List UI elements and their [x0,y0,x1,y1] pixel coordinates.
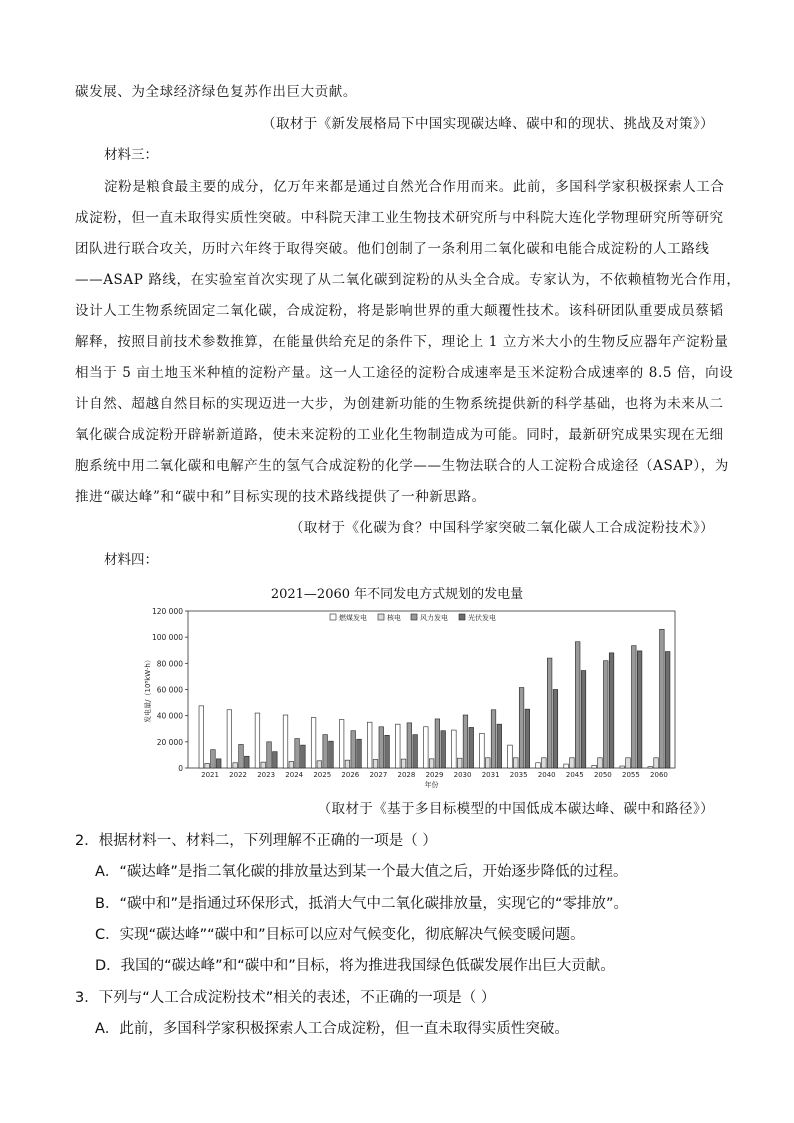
bar-核电 [401,759,406,768]
y-tick-label: 100 000 [151,633,183,643]
x-tick-label: 2021 [201,771,219,779]
bar-风力发电 [267,742,272,768]
material3-line: 计自然、超越自然目标的实现迈进一大步，为创建新功能的生物系统提供新的科学基础，也将为未来从二 [75,396,724,412]
bar-核电 [542,758,547,768]
legend-label: 燃煤发电 [339,614,367,622]
x-tick-label: 2029 [425,771,444,779]
x-tick-label: 2040 [537,771,556,779]
bar-核电 [513,758,518,768]
bar-燃煤发电 [508,745,513,768]
bar-核电 [345,760,350,768]
bar-燃煤发电 [564,764,569,768]
legend-label: 核电 [387,614,401,622]
bar-光伏发电 [497,724,502,768]
bar-燃煤发电 [283,715,288,768]
legend-label: 风力发电 [420,614,448,622]
x-tick-label: 2050 [593,771,612,779]
bar-风力发电 [603,661,608,768]
bar-燃煤发电 [648,767,653,768]
x-tick-label: 2028 [397,771,416,779]
y-tick-label: 120 000 [151,607,183,616]
bar-风力发电 [463,715,468,768]
bar-核电 [626,758,631,768]
legend-label: 光伏发电 [468,614,496,622]
bar-光伏发电 [413,735,418,768]
material3-line: 推进“碳达峰”和“碳中和”目标实现的技术路线提供了一种新思路。 [75,489,486,505]
material3-line: 相当于 5 亩土地玉米种植的淀粉产量。这一人工途径的淀粉合成速率是玉米淀粉合成速率的 8.5 倍，向设 [75,365,734,381]
plot-frame [188,611,675,768]
bar-光伏发电 [609,653,614,768]
legend-swatch [378,614,384,620]
x-tick-label: 2022 [229,771,248,779]
bar-核电 [429,759,434,768]
bar-核电 [205,763,210,768]
material3-line: 设计人工生物系统固定二氧化碳，合成淀粉，将是影响世界的重大颠覆性技术。该科研团队重要成员蔡韬 [75,303,724,319]
material3-line: 解释，按照目前技术参数推算，在能量供给充足的条件下，理论上 1 立方米大小的生物反应器年产淀粉量 [75,334,729,350]
bar-风力发电 [239,744,244,768]
bar-风力发电 [491,710,496,768]
bar-核电 [233,763,238,768]
bar-燃煤发电 [536,763,541,768]
bar-核电 [570,758,575,768]
bar-核电 [485,758,490,768]
x-tick-label: 2030 [453,771,472,779]
bar-风力发电 [211,750,216,768]
bar-风力发电 [632,646,637,768]
x-tick-label: 2035 [509,771,528,779]
y-tick-label: 0 [178,764,183,773]
x-tick-label: 2045 [565,771,584,779]
bar-燃煤发电 [424,727,429,768]
bar-风力发电 [519,688,524,768]
x-tick-label: 2024 [285,771,304,779]
chart-title: 2021—2060 年不同发电方式规划的发电量 [270,587,524,602]
bar-光伏发电 [385,735,390,768]
x-tick-label: 2060 [650,771,668,779]
bar-风力发电 [295,739,300,768]
material4-heading: 材料四： [104,552,158,568]
source-citation-2: （取材于《化碳为食？中国科学家突破二氧化碳人工合成淀粉技术》） [289,520,714,536]
bar-燃煤发电 [395,724,400,768]
question-2-option-d[interactable]: D．我国的“碳达峰”和“碳中和”目标，将为推进我国绿色低碳发展作出巨大贡献。 [95,958,615,974]
bar-燃煤发电 [255,713,260,768]
bar-光伏发电 [441,731,446,768]
legend-swatch [459,614,465,620]
bar-燃煤发电 [339,720,344,768]
bar-核电 [598,758,603,768]
bar-风力发电 [547,658,552,768]
material3-heading: 材料三： [104,147,158,163]
bar-燃煤发电 [311,718,316,768]
bar-光伏发电 [469,727,474,768]
bar-燃煤发电 [367,722,372,768]
y-axis-label: 发电量/（10⁸kW·h） [144,656,152,723]
bar-燃煤发电 [592,765,597,768]
bar-风力发电 [575,642,580,768]
question-2-option-a[interactable]: A．“碳达峰”是指二氧化碳的排放量达到某一个最大值之后，开始逐步降低的过程。 [95,864,628,880]
material3-line: ——ASAP 路线，在实验室首次实现了从二氧化碳到淀粉的从头全合成。专家认为，不依赖植物光合作用， [75,272,741,288]
bar-核电 [261,762,266,768]
bar-风力发电 [323,735,328,768]
bar-光伏发电 [553,690,558,769]
bar-燃煤发电 [227,710,232,768]
material3-line: 氧化碳合成淀粉开辟崭新道路，使未来淀粉的工业化生物制造成为可能。同时，最新研究成果实现在无细 [75,427,724,443]
bar-风力发电 [407,723,412,768]
x-axis-label: 年份 [424,781,439,789]
x-tick-label: 2023 [257,771,276,779]
source-citation-1: （取材于《新发展格局下中国实现碳达峰、碳中和的现状、挑战及对策》） [262,116,714,132]
question-2-option-c[interactable]: C．实现“碳达峰”“碳中和”目标可以应对气候变化，彻底解决气候变暖问题。 [95,927,585,943]
x-tick-label: 2031 [481,771,500,779]
x-tick-label: 2055 [621,771,640,779]
bar-核电 [373,759,378,768]
question-3-option-a[interactable]: A．此前，多国科学家积极探索人工合成淀粉，但一直未取得实质性突破。 [95,1021,569,1037]
bar-燃煤发电 [480,733,485,768]
bar-燃煤发电 [620,766,625,768]
question-3-stem: 3．下列与“人工合成淀粉技术”相关的表述，不正确的一项是（ ） [75,990,496,1006]
x-tick-label: 2025 [313,771,332,779]
y-tick-label: 40 000 [156,711,183,721]
power-generation-chart [140,603,680,793]
question-2-option-b[interactable]: B．“碳中和”是指通过环保形式，抵消大气中二氧化碳排放量，实现它的“零排放”。 [95,896,628,912]
material3-line: 团队进行联合攻关，历时六年终于取得突破。他们创制了一条利用二氧化碳和电能合成淀粉的人工路线 [75,241,710,257]
bar-风力发电 [660,629,665,768]
paragraph-tail: 碳发展、为全球经济绿色复苏作出巨大贡献。 [75,84,357,100]
y-tick-label: 60 000 [156,685,183,695]
bar-光伏发电 [329,741,334,768]
bar-风力发电 [435,719,440,768]
bar-光伏发电 [665,652,670,768]
bar-核电 [289,761,294,768]
y-tick-label: 20 000 [156,737,183,747]
bar-光伏发电 [273,752,278,768]
bar-风力发电 [379,727,384,768]
question-2-stem: 2．根据材料一、材料二，下列理解不正确的一项是（ ） [75,833,437,849]
legend-swatch [330,614,336,620]
bar-燃煤发电 [452,730,457,768]
legend-swatch [411,614,417,620]
material3-line: 成淀粉，但一直未取得实质性突破。中科院天津工业生物技术研究所与中科院大连化学物理研究所等研究 [75,210,724,226]
material3-line: 胞系统中用二氧化碳和电解产生的氢气合成淀粉的化学——生物法联合的人工淀粉合成途径（ASAP），为 [75,458,729,474]
source-citation-3: （取材于《基于多目标模型的中国低成本碳达峰、碳中和路径》） [317,801,714,817]
bar-光伏发电 [637,651,642,768]
bar-光伏发电 [216,759,221,768]
bar-核电 [457,758,462,768]
x-tick-label: 2026 [341,771,360,779]
bar-核电 [317,761,322,768]
bar-光伏发电 [357,739,362,768]
bar-光伏发电 [581,671,586,768]
bar-光伏发电 [244,756,249,768]
x-tick-label: 2027 [369,771,388,779]
bar-核电 [654,758,659,768]
bar-燃煤发电 [199,706,204,768]
y-tick-label: 80 000 [156,659,183,669]
bar-光伏发电 [525,709,530,768]
bar-风力发电 [351,731,356,768]
bar-光伏发电 [301,745,306,768]
material3-line: 淀粉是粮食最主要的成分，亿万年来都是通过自然光合作用而来。此前，多国科学家积极探索人工合 [104,179,725,195]
